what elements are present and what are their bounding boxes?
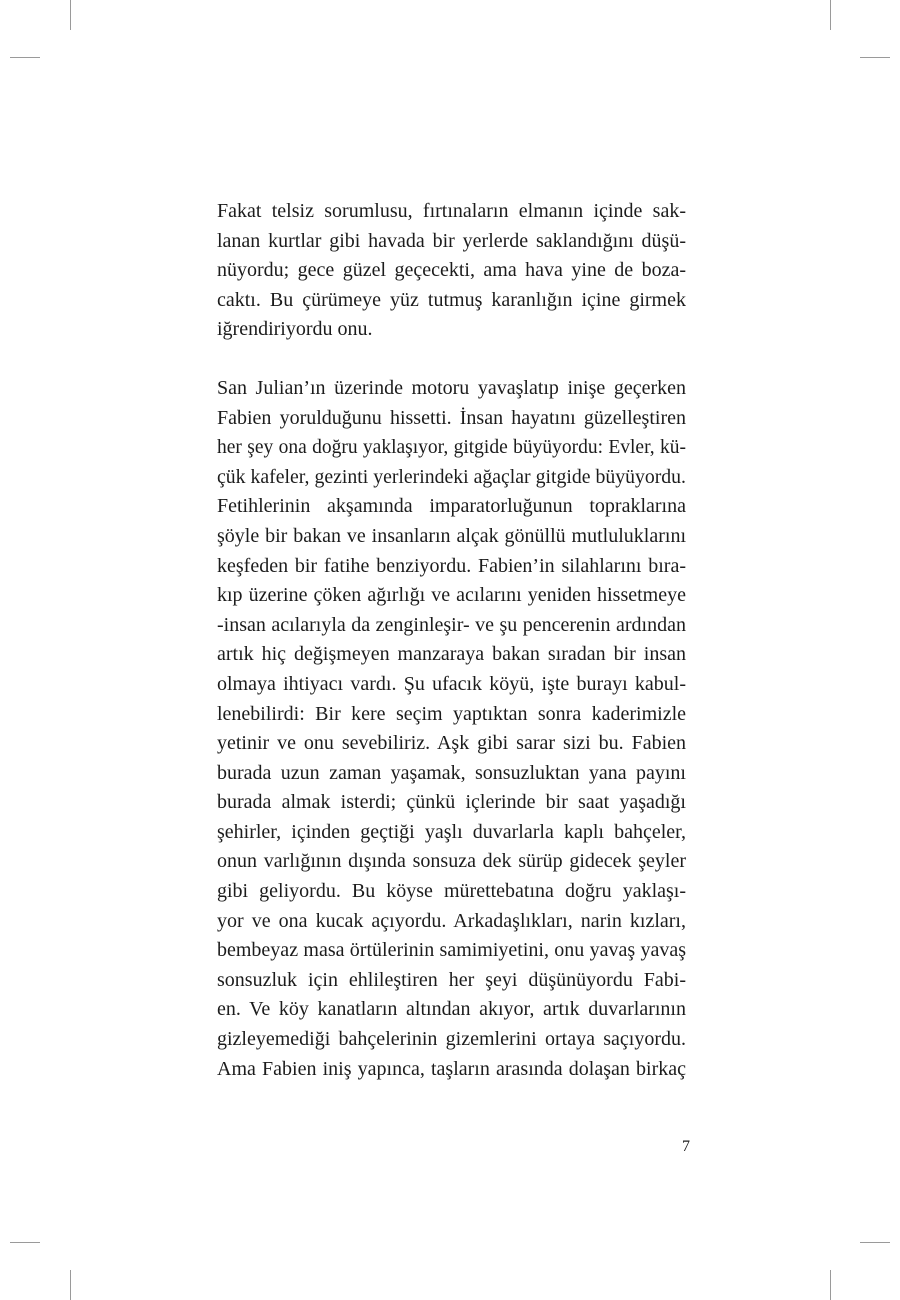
crop-mark-bottom-right-horizontal xyxy=(860,1242,890,1243)
text-line: her şey ona doğru yaklaşıyor, gitgide büyüyordu: Evler, kü- xyxy=(217,437,686,459)
page-number: 7 xyxy=(682,1138,690,1155)
text-line: olmaya ihtiyacı vardı. Şu ufacık köyü, işte burayı kabul- xyxy=(217,672,686,695)
text-line: keşfeden bir fatihe benziyordu. Fabien’in silahlarını bıra- xyxy=(217,554,686,577)
crop-mark-bottom-left-vertical xyxy=(70,1270,71,1300)
text-line: çük kafeler, gezinti yerlerindeki ağaçlar gitgide büyüyordu. xyxy=(217,465,686,488)
text-line: nüyordu; gece güzel geçecekti, ama hava yine de boza- xyxy=(217,259,686,282)
crop-mark-top-left-vertical xyxy=(70,0,71,30)
body-text xyxy=(217,197,686,1084)
text-line: yor ve ona kucak açıyordu. Arkadaşlıkları, narin kızları, xyxy=(217,909,686,932)
text-line: Fetihlerinin akşamında imparatorluğunun topraklarına xyxy=(217,495,686,518)
paragraph-2 xyxy=(217,374,686,1084)
text-line: sonsuzluk için ehlileştiren her şeyi düşünüyordu Fabi- xyxy=(217,968,686,991)
text-line: artık hiç değişmeyen manzaraya bakan sıradan bir insan xyxy=(217,643,686,666)
text-line: lenebilirdi: Bir kere seçim yaptıktan sonra kaderimizle xyxy=(217,702,686,725)
text-line: bembeyaz masa örtülerinin samimiyetini, onu yavaş yavaş xyxy=(217,939,686,962)
text-line: şehirler, içinden geçtiği yaşlı duvarlarla kaplı bahçeler, xyxy=(217,820,686,843)
text-line: -insan acılarıyla da zenginleşir- ve şu pencerenin ardından xyxy=(217,613,686,636)
text-line: onun varlığının dışında sonsuza dek sürüp gidecek şeyler xyxy=(217,850,686,873)
text-line: lanan kurtlar gibi havada bir yerlerde saklandığını düşü- xyxy=(217,229,686,252)
text-line: Ama Fabien iniş yapınca, taşların arasında dolaşan birkaç xyxy=(217,1057,686,1080)
text-line: gizleyemediği bahçelerinin gizemlerini ortaya saçıyordu. xyxy=(217,1028,686,1051)
text-line: San Julian’ın üzerinde motoru yavaşlatıp inişe geçerken xyxy=(217,376,686,399)
crop-mark-bottom-right-vertical xyxy=(830,1270,831,1300)
text-line: Fakat telsiz sorumlusu, fırtınaların elmanın içinde sak- xyxy=(217,200,686,222)
text-line: en. Ve köy kanatların altından akıyor, artık duvarlarının xyxy=(217,998,686,1021)
text-line: iğrendiriyordu onu. xyxy=(217,318,373,341)
text-line: burada almak isterdi; çünkü içlerinde bir saat yaşadığı xyxy=(217,791,686,814)
text-line: burada uzun zaman yaşamak, sonsuzluktan yana payını xyxy=(217,761,686,784)
text-line: caktı. Bu çürümeye yüz tutmuş karanlığın içine girmek xyxy=(217,288,686,311)
text-line: yetinir ve onu sevebiliriz. Aşk gibi sarar sizi bu. Fabien xyxy=(217,732,686,755)
text-line: şöyle bir bakan ve insanların alçak gönüllü mutluluklarını xyxy=(217,524,686,547)
text-line: Fabien yorulduğunu hissetti. İnsan hayatını güzelleştiren xyxy=(217,406,686,429)
text-line: gibi geliyordu. Bu köyse mürettebatına doğru yaklaşı- xyxy=(217,880,686,903)
crop-mark-top-right-vertical xyxy=(830,0,831,30)
text-line: kıp üzerine çöken ağırlığı ve acılarını yeniden hissetmeye xyxy=(217,584,686,607)
crop-mark-top-left-horizontal xyxy=(10,57,40,58)
paragraph-1 xyxy=(217,197,686,345)
crop-mark-top-right-horizontal xyxy=(860,57,890,58)
crop-mark-bottom-left-horizontal xyxy=(10,1242,40,1243)
